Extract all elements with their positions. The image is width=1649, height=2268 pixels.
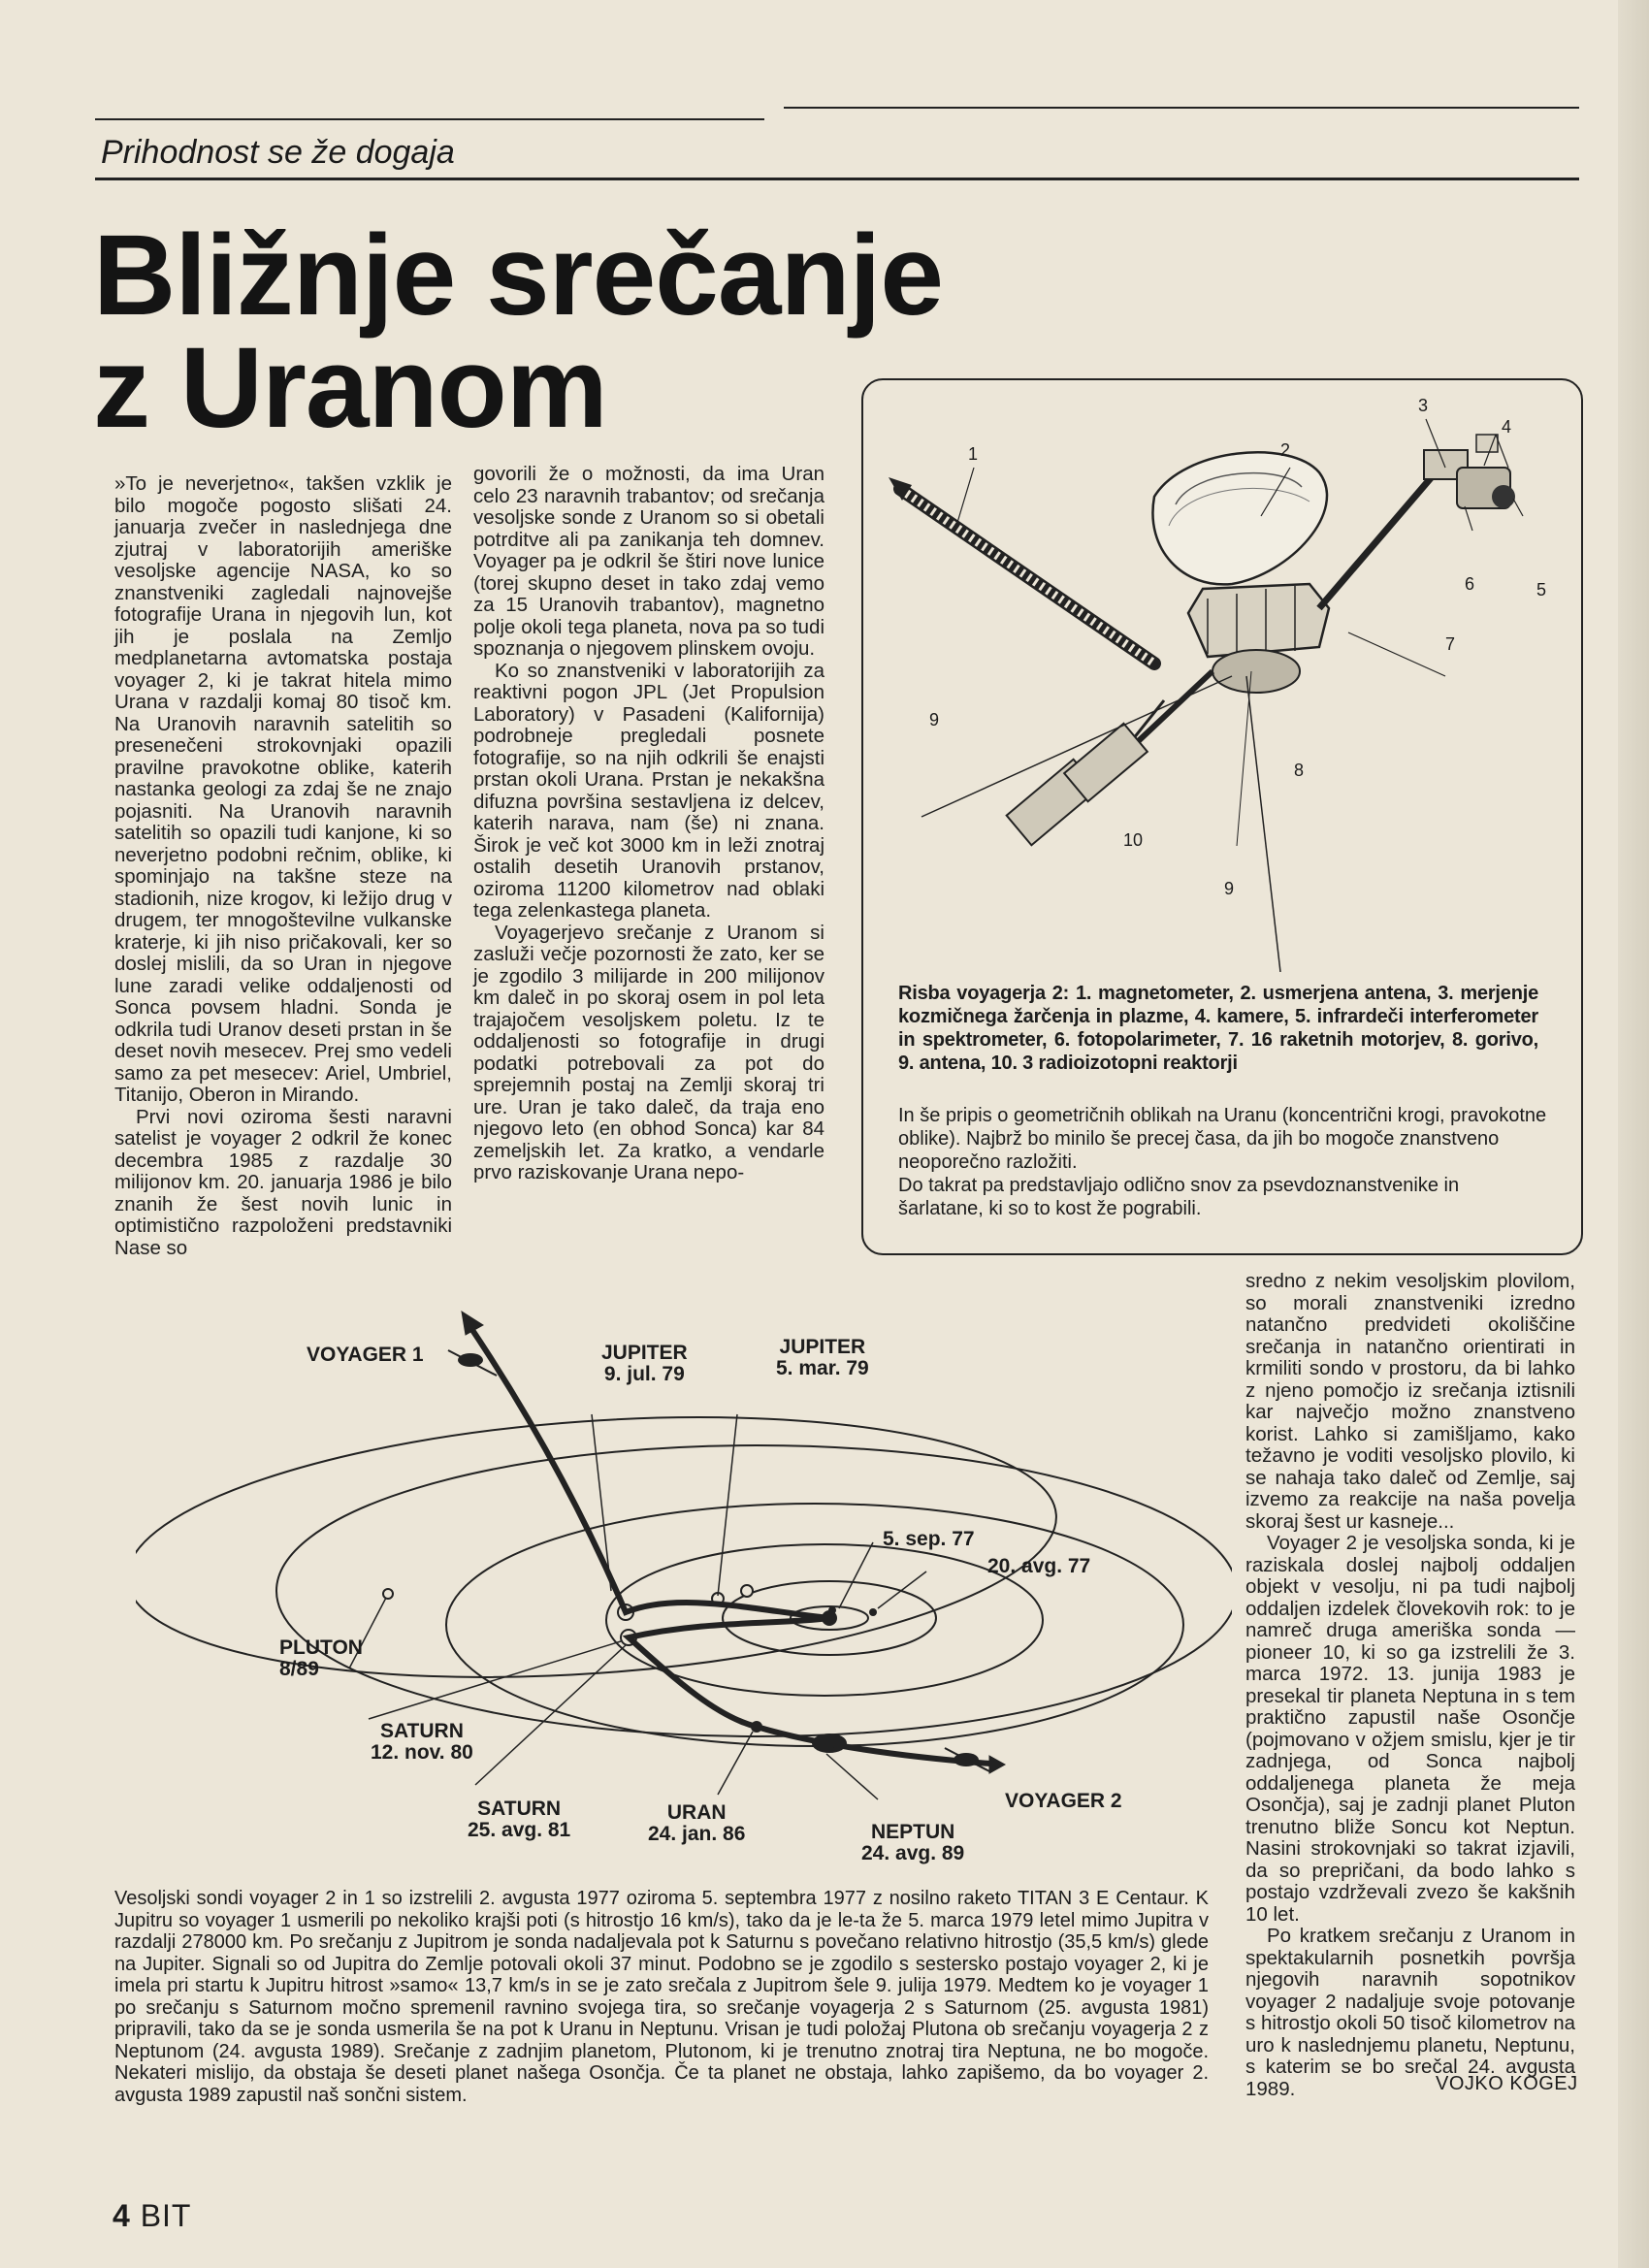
part-label-7: 7 bbox=[1445, 634, 1456, 654]
part-label-10: 10 bbox=[1123, 830, 1144, 850]
paragraph: Po kratkem srečanju z Uranom in spektakularnih posnetkih površja njegovih naravnih sopotnikov voyager 2 nadaljuje svoje potovanje s hitrostjo okoli 50 tisoč kilometrov na uro k naslednjemu planetu, Neptunu, s katerim se bo srečal 24. avgusta 1989. bbox=[1245, 1925, 1575, 2100]
part-label-9a: 9 bbox=[929, 710, 940, 729]
page-folio bbox=[113, 2198, 191, 2234]
figure-note-1: In še pripis o geometričnih oblikah na Uranu (koncentrični krogi, pravokotne oblike). Najbrž bo minilo še precej časa, da jih bo mogoče znanstveno neoporečno razložiti. bbox=[898, 1105, 1547, 1173]
rtg-boom bbox=[1007, 671, 1212, 845]
part-label-6: 6 bbox=[1465, 574, 1475, 594]
label-neptune bbox=[861, 1822, 964, 1864]
article-column-2 bbox=[473, 464, 824, 1184]
magazine-name: BIT bbox=[140, 2198, 192, 2233]
page-edge bbox=[1618, 0, 1649, 2268]
headline-line-2: z Uranom bbox=[93, 324, 607, 452]
label-launch-1: 5. sep. 77 bbox=[883, 1528, 975, 1550]
label-pluto bbox=[279, 1637, 363, 1680]
label-jupiter-2-date: 5. mar. 79 bbox=[776, 1357, 869, 1379]
label-saturn-2 bbox=[468, 1798, 570, 1841]
page-number: 4 bbox=[113, 2198, 131, 2233]
label-voyager2: VOYAGER 2 bbox=[1005, 1790, 1122, 1812]
article-column-1 bbox=[114, 473, 452, 1259]
paragraph: Ko so znanstveniki v laboratorijih za reaktivni pogon JPL (Jet Propulsion Laboratory) v Pasadeni (Kalifornija) podrobneje pregledali posnete fotografije, so na njih odkrili še enajsti prstan okoli Urana. Prstan je nekakšna difuzna površina sestavljena iz delcev, katerih narava, nam (še) ni znana. Širok je več kot 3000 km in leži znotraj ostalih desetih Uranovih prstanov, oziroma 11200 kilometrov nad oblaki tega zelenkastega planeta. bbox=[473, 659, 824, 922]
section-kicker: Prihodnost se že dogaja bbox=[101, 134, 455, 171]
label-neptune-name: NEPTUN bbox=[870, 1821, 955, 1843]
paragraph: Voyagerjevo srečanje z Uranom si zasluži večje pozornosti že zato, ker se je zgodilo 3 milijarde in 200 milijonov km daleč in po skoraj osem in pol leta trajajočem vesoljskem poletu. Iz te oddaljenosti so fotografije in drugi podatki potrebovali za pot do sprejemnih postaj na Zemlji skoraj tri ure. Uran je tako daleč, da traja eno njegovo leto (en obhod Sonca) kar 84 zemeljskih let. Za kratko, a vendarle prvo raziskovanje Urana nepo- bbox=[473, 921, 824, 1183]
label-jupiter-2 bbox=[776, 1337, 869, 1379]
paragraph: govorili že o možnosti, da ima Uran celo 23 naravnih trabantov; od srečanja vesoljske sonde z Uranom so si obetali potrditve ali pa zanikanja teh domnev. Voyager pa je odkril še štiri nove lunice (torej skupno deset in tako zdaj vemo za 15 Uranovih trabantov), magnetno polje okoli tega planeta, nova pa so tudi spoznanja o njegovem plinskem ovoju. bbox=[473, 463, 824, 660]
paragraph: »To je neverjetno«, takšen vzklik je bilo mogoče pogosto slišati 24. januarja zvečer in naslednjega dne zjutraj v laboratorijih ameriške vesoljske agencije NASA, ko so znanstveniki zagledali najnovejše fotografije Urana in njegovih lun, kot jih je poslala na Zemljo medplanetarna avtomatska postaja voyager 2, ki je takrat hitela mimo Urana v razdalji komaj 80 tisoč km. Na Uranovih naravnih satelitih so presenečeni strokovnjaki opazili pravilne pravokotne oblike, katerih nastanka geologi za zdaj še ne znajo pojasniti. Na Uranovih naravnih satelitih so opazili tudi kanjone, ki so neverjetno podobni rečnim, oblike, ki spominjajo na takšne steze na stadionih, nize krogov, ki ležijo drug v drugem, ter mnogoštevilne vulkanske kraterje, ki jih niso pričakovali, ker so doslej mislili, da so Uran in njegove lune zaradi velike oddaljenosti od Sonca povsem hladni. Sonda je odkrila tudi Uranov deseti prstan in še deset novih mesecev. Prej smo vedeli samo za pet mesecev: Ariel, Umbriel, Titanijo, Oberon in Mirando. bbox=[114, 472, 452, 1106]
planet-jupiter-1 bbox=[741, 1585, 753, 1597]
headline-line-1: Bližnje srečanje bbox=[93, 211, 943, 340]
article-column-3 bbox=[1245, 1271, 1575, 2100]
voyager1-craft bbox=[458, 1353, 483, 1367]
paragraph: Prvi novi oziroma šesti naravni satelist je voyager 2 odkril že konec decembra 1985 z razdalje 30 milijonov km. 20. januarja 1986 je bilo znanih že šest novih lunic in optimistično razpoloženi predstavniki Nase so bbox=[114, 1105, 452, 1259]
voyager-drawing bbox=[863, 380, 1581, 972]
figure-caption: Risba voyagerja 2: 1. magnetometer, 2. usmerjena antena, 3. merjenje kozmičnega žarčenja in plazme, 4. kamere, 5. infrardeči interferometer in spektrometer, 6. fotopolarimeter, 7. 16 raketnih motorjev, 8. gorivo, 9. antena, 10. 3 radioizotopni reaktorji bbox=[898, 983, 1538, 1074]
label-saturn-1-name: SATURN bbox=[379, 1720, 464, 1742]
high-gain-antenna bbox=[1152, 452, 1327, 584]
label-uranus-date: 24. jan. 86 bbox=[648, 1823, 746, 1845]
part-label-4: 4 bbox=[1502, 417, 1512, 437]
voyager1-arrowhead bbox=[462, 1312, 483, 1335]
part-label-8: 8 bbox=[1294, 761, 1305, 780]
figure-note-2: Do takrat pa predstavljajo odlično snov za psevdoznanstvenike in šarlatane, ki so to kost že pograbili. bbox=[898, 1175, 1460, 1219]
magnetometer-boom bbox=[889, 477, 1154, 664]
planet-earth-1 bbox=[828, 1606, 836, 1614]
planet-earth-2 bbox=[869, 1608, 877, 1616]
part-label-1: 1 bbox=[968, 444, 979, 464]
diagram-caption-paragraph: Vesoljski sondi voyager 2 in 1 so izstrelili 2. avgusta 1977 oziroma 5. septembra 1977 z nosilno raketo TITAN 3 E Centaur. K Jupitru so voyager 1 usmerili po nekoliko krajši poti (s hitrostjo 16 km/s), tako da je le-ta že 5. marca 1979 letel mimo Jupitra v razdalji 278000 km. Po srečanju z Jupitrom je sonda nadaljevala pot k Saturnu s povečano relativno hitrostjo (35,5 km/s) glede na Jupiter. Signali so od Jupitra do Zemlje potovali okoli 37 minut. Podobno se je zgodilo s sestersko postajo voyager 2, ki je imela pri startu k Jupitru hitrost »samo« 13,7 km/s in se je zato srečala z Jupitrom šele 9. julija 1979. Medtem ko je voyager 1 po srečanju s Saturnom močno spremenil ravnino svojega tira, so srečanje voyagerja 2 s Saturnom (25. avgusta 1981) pripravili, tako da se je sonda usmerila še na pot k Uranu in Neptunu. Vrisan je tudi položaj Plutona ob srečanju voyagerja 2 z Neptunom (24. avgusta 1989). Srečanje z zadnjim planetom, Plutonom, ki je trenutno znotraj tira Neptuna, ne bo mogoče. Nekateri mislijo, da obstaja še deseti planet našega Osončja. Če ta planet ne obstaja, lahko zapišemo, da bo voyager 2. avgusta 1989 zapustil naš sončni sistem. bbox=[114, 1888, 1209, 2106]
author-byline: VOJKO KOGEJ bbox=[1436, 2073, 1578, 2094]
label-neptune-date: 24. avg. 89 bbox=[861, 1842, 965, 1864]
diagram-caption-text bbox=[114, 1888, 1209, 2106]
top-rule-left bbox=[95, 118, 764, 120]
label-jupiter-1-date: 9. jul. 79 bbox=[603, 1363, 685, 1385]
figure-note bbox=[898, 1104, 1548, 1220]
label-jupiter-1 bbox=[601, 1343, 688, 1385]
label-saturn-1 bbox=[371, 1721, 473, 1764]
headline bbox=[93, 211, 943, 452]
paragraph: sredno z nekim vesoljskim plovilom, so morali znanstveniki izredno natančno predvideti okoliščine srečanja in natančno orientirati in krmiliti sondo v prostoru, da bi lahko z njeno pomočjo iz srečanja iztisnili kar največjo možno znanstveno korist. Lahko si zamišljamo, kako težavno je voditi vesoljsko plovilo, ki se nahaja tako daleč od Zemlje, saj izvemo za reakcije na naša povelja skoraj šest ur kasneje... bbox=[1245, 1270, 1575, 1533]
part-label-3: 3 bbox=[1418, 396, 1429, 415]
label-saturn-2-name: SATURN bbox=[477, 1798, 562, 1820]
voyager-figure-box bbox=[861, 378, 1583, 1255]
top-rule-right bbox=[784, 107, 1579, 109]
label-launch-2: 20. avg. 77 bbox=[987, 1555, 1091, 1577]
kicker-rule bbox=[95, 178, 1579, 180]
label-uranus-name: URAN bbox=[666, 1801, 727, 1824]
label-saturn-1-date: 12. nov. 80 bbox=[371, 1741, 473, 1764]
part-label-9b: 9 bbox=[1224, 879, 1235, 898]
antenna-whips bbox=[922, 671, 1280, 972]
voyager2-trajectory bbox=[629, 1618, 989, 1764]
paragraph: Voyager 2 je vesoljska sonda, ki je raziskala doslej najbolj oddaljen objekt v vesolju, ni pa tudi najbolj oddaljen izdelek človekovih rok: to je namreč druga ameriška sonda — pioneer 10, ki so ga izstrelili že 3. marca 1972. 13. junija 1983 je presekal tir planeta Neptuna in s tem praktično zapustil naše Osončje (pojmovano v ožjem smislu, kjer je tir zadnjega, od Sonca najbolj oddaljenega planeta že meja Osončja), saj je zadnji planet Pluton trenutno bliže Soncu kot Neptun. Nasini strokovnjaki so takrat izjavili, da so prepričani, da bodo lahko s postajo vzdrževali zvezo še kakšnih 10 let. bbox=[1245, 1532, 1575, 1926]
part-label-2: 2 bbox=[1280, 440, 1291, 460]
label-pluto-date: 8/89 bbox=[279, 1658, 319, 1680]
label-jupiter-2-name: JUPITER bbox=[779, 1336, 866, 1358]
label-pluto-name: PLUTON bbox=[279, 1636, 363, 1659]
voyager2-arrowhead bbox=[989, 1756, 1005, 1773]
planet-pluto bbox=[383, 1589, 393, 1599]
label-voyager1: VOYAGER 1 bbox=[307, 1344, 424, 1366]
label-jupiter-1-name: JUPITER bbox=[601, 1342, 688, 1364]
label-uranus bbox=[648, 1802, 745, 1845]
label-saturn-2-date: 25. avg. 81 bbox=[468, 1819, 571, 1841]
part-label-5: 5 bbox=[1536, 580, 1547, 599]
